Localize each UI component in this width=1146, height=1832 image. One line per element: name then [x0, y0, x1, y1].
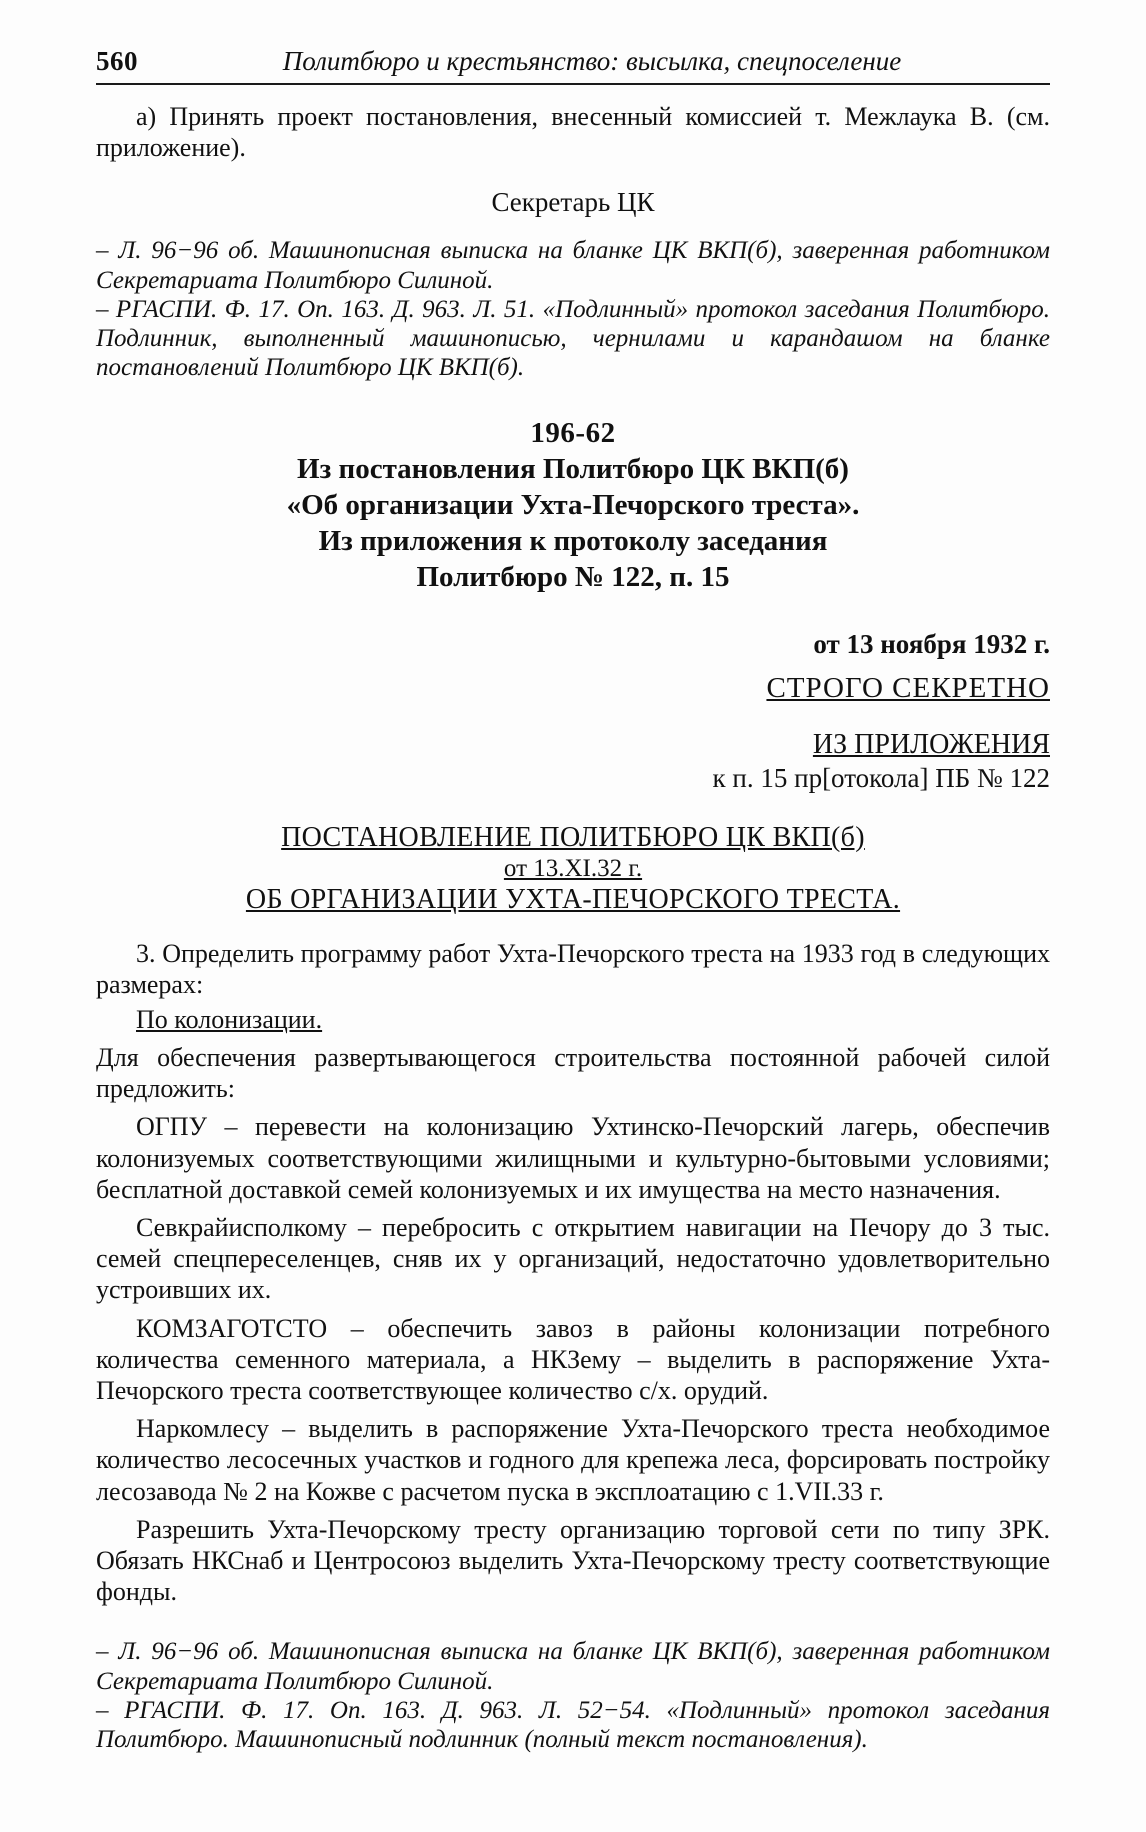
document-title-line-1: Из постановления Политбюро ЦК ВКП(б): [297, 452, 849, 485]
page-content: [96, 46, 1050, 1754]
source-notes-bottom: [96, 1637, 1050, 1754]
body-paragraph-5: КОМЗАГОТСТО – обеспечить завоз в районы колонизации потребного количества семенного материала, а НКЗему – выделить в распоряжение Ухта-Печорского треста соответствующее количество с/х. орудий.: [96, 1313, 1050, 1405]
document-title-line-3: Из приложения к протоколу заседания: [318, 525, 828, 558]
page-number: 560: [96, 46, 138, 76]
resolution-head-line-3: ОБ ОРГАНИЗАЦИИ УХТА-ПЕЧОРСКОГО ТРЕСТА.: [245, 883, 901, 915]
body-paragraph-6: Наркомлесу – выделить в распоряжение Ухта-Печорского треста необходимое количество лесосечных участков и годного для крепежа леса, форсировать постройку лесозавода № 2 на Кожве с расчетом пуска в эксплоатацию с 1.VII.33 г.: [96, 1414, 1050, 1506]
protocol-reference: к п. 15 пр[отокола] ПБ № 122: [712, 762, 1050, 793]
source-notes-top: [96, 236, 1050, 382]
running-head: [96, 46, 1050, 85]
from-appendix-label: [96, 729, 1050, 761]
source-note-2: – РГАСПИ. Ф. 17. Оп. 163. Д. 963. Л. 51. «Подлинный» протокол заседания Политбюро. Подлинник, выполненный машинописью, чернилами и карандашом на бланке постановлений Политбюро ЦК ВКП(б).: [96, 295, 1050, 382]
source-note-4: – РГАСПИ. Ф. 17. Оп. 163. Д. 963. Л. 52−54. «Подлинный» протокол заседания Политбюро. Машинописный подлинник (полный текст постановления).: [96, 1696, 1050, 1753]
document-title-line-2: «Об организации Ухта-Печорского треста».: [286, 488, 860, 521]
source-note-3: – Л. 96−96 об. Машинописная выписка на бланке ЦК ВКП(б), заверенная работником Секретариата Политбюро Силиной.: [96, 1638, 1050, 1695]
body-subheading-text: По колонизации.: [136, 1004, 323, 1034]
secrecy-stamp: [96, 672, 1050, 705]
body-paragraph-2: Для обеспечения развертывающегося строительства постоянной рабочей силой предложить:: [96, 1043, 1050, 1104]
body-subheading: [96, 1004, 1050, 1035]
resolution-heading: [96, 822, 1050, 916]
paragraph-a: а) Принять проект постановления, внесенный комиссией т. Межлаука В. (см. приложение).: [96, 102, 1050, 163]
resolution-head-line-2: от 13.XI.32 г.: [503, 854, 643, 882]
body-paragraph-4: Севкрайисполкому – перебросить с открытием навигации на Печору до 3 тыс. семей спецпереселенцев, сняв их у организаций, недостаточно удовлетворительно устроивших их.: [96, 1213, 1050, 1305]
running-title: Политбюро и крестьянство: высылка, спецпоселение: [282, 46, 902, 76]
body-paragraph-3: ОГПУ – перевести на колонизацию Ухтинско-Печорский лагерь, обеспечив колонизуемых соответствующими жилищными и культурно-бытовыми условиями; бесплатной доставкой семей колонизуемых и их имущества на место назначения.: [96, 1112, 1050, 1204]
secrecy-stamp-text: СТРОГО СЕКРЕТНО: [766, 671, 1050, 704]
from-appendix-text: ИЗ ПРИЛОЖЕНИЯ: [812, 728, 1050, 760]
body-paragraph-7: Разрешить Ухта-Печорскому тресту организацию торговой сети по типу ЗРК. Обязать НКСнаб и Центросоюз выделить Ухта-Печорскому тресту соответствующие фонды.: [96, 1514, 1050, 1607]
signature-line: Секретарь ЦК: [491, 187, 655, 218]
document-title-line-4: Политбюро № 122, п. 15: [416, 561, 730, 594]
document-number: 196-62: [530, 416, 616, 449]
resolution-head-line-1: ПОСТАНОВЛЕНИЕ ПОЛИТБЮРО ЦК ВКП(б): [281, 821, 865, 853]
source-note-1: – Л. 96−96 об. Машинописная выписка на бланке ЦК ВКП(б), заверенная работником Секретариата Политбюро Силиной.: [96, 237, 1050, 294]
document-date: от 13 ноября 1932 г.: [813, 628, 1050, 659]
body-paragraph-1: 3. Определить программу работ Ухта-Печорского треста на 1933 год в следующих размерах:: [96, 938, 1050, 999]
